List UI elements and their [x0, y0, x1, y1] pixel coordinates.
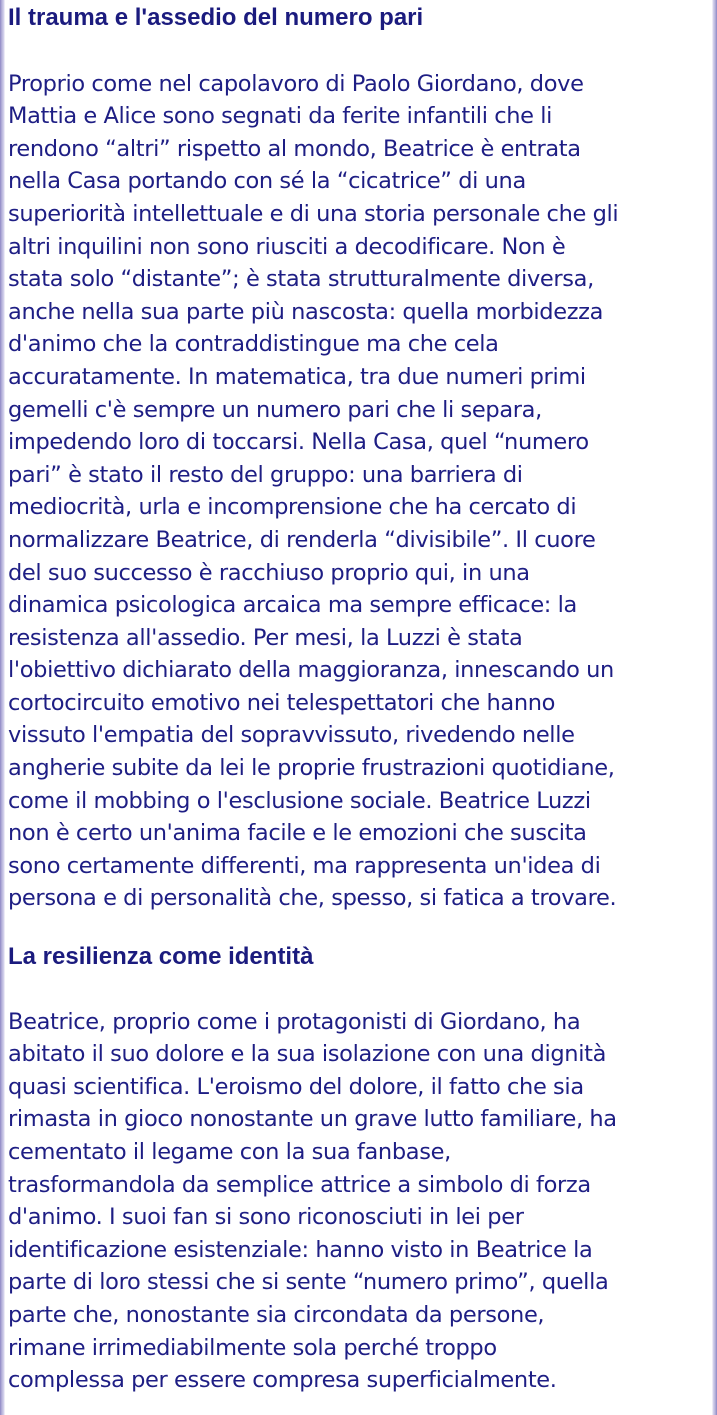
article-content [8, 0, 712, 1397]
text-line: vissuto l'empatia del sopravvissuto, rivedendo nelle [8, 722, 575, 749]
section-paragraph-resilienza [8, 1006, 712, 1397]
text-line: Beatrice, proprio come i protagonisti di Giordano, ha [8, 1008, 581, 1035]
text-line: persona e di personalità che, spesso, si fatica a trovare. [8, 885, 617, 912]
text-line: d'animo che la contraddistingue ma che cela [8, 331, 499, 358]
text-line: rimane irrimediabilmente sola perché troppo [8, 1334, 497, 1361]
text-line: trasformandola da semplice attrice a simbolo di forza [8, 1171, 591, 1198]
text-line: identificazione esistenziale: hanno visto in Beatrice la [8, 1236, 593, 1263]
text-line: come il mobbing o l'esclusione sociale. Beatrice Luzzi [8, 787, 591, 814]
text-line: Mattia e Alice sono segnati da ferite infantili che li [8, 103, 553, 130]
text-line: del suo successo è racchiuso proprio qui, in una [8, 559, 530, 586]
text-line: dinamica psicologica arcaica ma sempre efficace: la [8, 592, 577, 619]
text-line: altri inquilini non sono riusciti a decodificare. Non è [8, 233, 566, 260]
text-line: cortocircuito emotivo nei telespettatori che hanno [8, 689, 556, 716]
text-line: complessa per essere compresa superficialmente. [8, 1367, 557, 1394]
left-edge-border [0, 0, 5, 1415]
text-line: l'obiettivo dichiarato della maggioranza, innescando un [8, 657, 614, 684]
right-edge-border [712, 0, 717, 1415]
text-line: rendono “altri” rispetto al mondo, Beatrice è entrata [8, 135, 581, 162]
text-line: cementato il legame con la sua fanbase, [8, 1139, 451, 1165]
section-paragraph-trauma [8, 68, 712, 915]
section-heading-trauma: Il trauma e l'assedio del numero pari [8, 4, 424, 31]
section-heading-resilienza: La resilienza come identità [8, 943, 314, 971]
text-line: rimasta in gioco nonostante un grave lutto familiare, ha [8, 1106, 617, 1133]
text-line: nella Casa portando con sé la “cicatrice” di una [8, 168, 526, 195]
text-line: normalizzare Beatrice, di renderla “divisibile”. Il cuore [8, 526, 596, 553]
text-line: Proprio come nel capolavoro di Paolo Giordano, dove [8, 70, 584, 97]
text-line: angherie subite da lei le proprie frustrazioni quotidiane, [8, 755, 615, 782]
text-line: non è certo un'anima facile e le emozioni che suscita [8, 820, 587, 847]
text-line: sono certamente differenti, ma rappresenta un'idea di [8, 852, 601, 879]
text-line: accuratamente. In matematica, tra due numeri primi [8, 363, 586, 390]
text-line: parte che, nonostante sia circondata da persone, [8, 1301, 545, 1328]
text-line: stata solo “distante”; è stata strutturalmente diversa, [8, 266, 594, 293]
text-line: gemelli c'è sempre un numero pari che li separa, [8, 396, 542, 423]
text-line: mediocrità, urla e incomprensione che ha cercato di [8, 494, 577, 521]
text-line: resistenza all'assedio. Per mesi, la Luzzi è stata [8, 624, 523, 651]
text-line: abitato il suo dolore e la sua isolazione con una dignità [8, 1041, 607, 1068]
text-line: d'animo. I suoi fan si sono riconosciuti in lei per [8, 1204, 524, 1231]
text-line: pari” è stato il resto del gruppo: una barriera di [8, 461, 523, 488]
text-line: superiorità intellettuale e di una storia personale che gli [8, 200, 619, 227]
text-line: anche nella sua parte più nascosta: quella morbidezza [8, 298, 604, 325]
text-line: impedendo loro di toccarsi. Nella Casa, quel “numero [8, 429, 589, 456]
text-line: parte di loro stessi che si sente “numero primo”, quella [8, 1269, 609, 1296]
text-line: quasi scientifica. L'eroismo del dolore, il fatto che sia [8, 1073, 584, 1100]
